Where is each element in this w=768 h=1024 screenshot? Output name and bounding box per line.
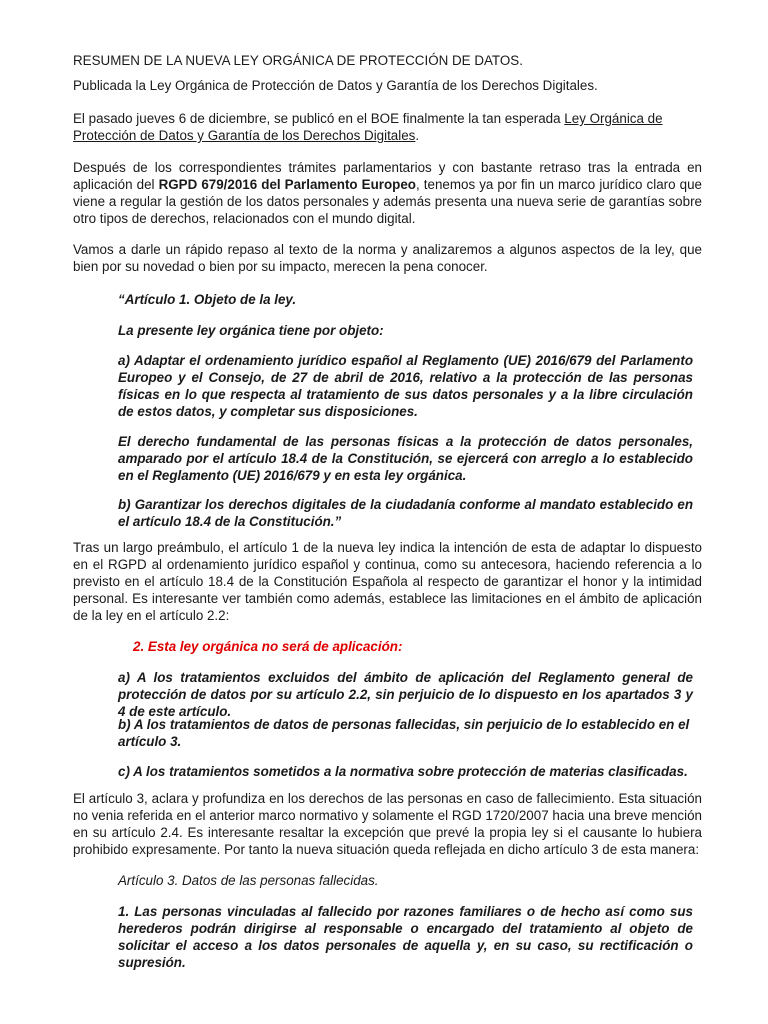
article1-item-b: b) Garantizar los derechos digitales de la ciudadanía conforme al mandato establecido en el artículo 18.4 de la Constitución.” — [118, 497, 693, 529]
paragraph-overview: Vamos a darle un rápido repaso al texto de la norma y analizaremos a algunos aspectos de la ley, que bien por su novedad o bien por su impacto, merecen la pena conocer. — [73, 242, 702, 274]
article1-fundamental-right: El derecho fundamental de las personas físicas a la protección de datos personales, amparado por el artículo 18.4 de la Constitución, se ejercerá con arreglo a lo establecido en el Reglamento (UE) 2016/679 y en esta ley orgánica. — [118, 434, 693, 483]
article1-heading: “Artículo 1. Objeto de la ley. — [118, 292, 297, 307]
article2-item-b: b) A los tratamientos de datos de personas fallecidas, sin perjuicio de lo establecido en el artículo 3. — [118, 717, 690, 749]
paragraph-background — [73, 159, 702, 227]
paragraph-background-before: Después de los correspondientes trámites parlamentarios y con bastante retraso tras la entrada en aplicación del — [73, 160, 702, 192]
intro-text-before: El pasado jueves 6 de diciembre, se publicó en el BOE finalmente la tan esperada — [73, 111, 565, 126]
document-title: RESUMEN DE LA NUEVA LEY ORGÁNICA DE PROTECCIÓN DE DATOS. — [73, 53, 523, 68]
article2-heading: 2. Esta ley orgánica no será de aplicación: — [133, 639, 403, 654]
law-link[interactable]: Ley Orgánica de Protección de Datos y Garantía de los Derechos Digitales — [73, 111, 663, 143]
article1-lead: La presente ley orgánica tiene por objeto: — [118, 323, 384, 338]
intro-paragraph — [73, 110, 702, 144]
paragraph-background-after: , tenemos ya por fin un marco jurídico claro que viene a regular la gestión de los datos personales y además presenta una nueva serie de garantías sobre otro tipos de derechos, relacionados con el mundo digital. — [73, 177, 702, 226]
article3-item-1: 1. Las personas vinculadas al fallecido por razones familiares o de hecho así como sus herederos podrán dirigirse al responsable o encargado del tratamiento al objeto de solicitar el acceso a los datos personales de aquella y, en su caso, su rectificación o supresión. — [118, 904, 693, 970]
document-subtitle: Publicada la Ley Orgánica de Protección de Datos y Garantía de los Derechos Digitales. — [73, 78, 598, 93]
article2-item-c: c) A los tratamientos sometidos a la normativa sobre protección de materias clasificadas. — [118, 764, 688, 779]
article1-item-a: a) Adaptar el ordenamiento jurídico español al Reglamento (UE) 2016/679 del Parlamento Europeo y el Consejo, de 27 de abril de 2016, relativo a la protección de las personas físicas en lo que respecta al tratamiento de sus datos personales y a la libre circulación de estos datos, y completar sus disposiciones. — [118, 353, 693, 419]
paragraph-article3-commentary: El artículo 3, aclara y profundiza en los derechos de las personas en caso de fallecimiento. Esta situación no venia referida en el anterior marco normativo y solamente el RGD 1720/2007 hacia una breve mención en su artículo 2.4. Es interesante resaltar la excepción que prevé la propia ley si el causante lo hubiera prohibido expresamente. Por tanto la nueva situación queda reflejada en dicho artículo 3 de esta manera: — [73, 791, 702, 857]
paragraph-article1-commentary: Tras un largo preámbulo, el artículo 1 de la nueva ley indica la intención de esta de adaptar lo dispuesto en el RGPD al ordenamiento jurídico español y continua, como su antecesora, haciendo referencia a lo previsto en el artículo 18.4 de la Constitución Española al respecto de garantizar el honor y la intimidad personal. Es interesante ver también como además, establece las limitaciones en el ámbito de aplicación de la ley en el artículo 2.2: — [73, 540, 702, 623]
article2-item-a: a) A los tratamientos excluidos del ámbito de aplicación del Reglamento general de protección de datos por su artículo 2.2, sin perjuicio de lo dispuesto en los apartados 3 y 4 de este artículo. — [118, 670, 693, 719]
rgpd-reference: RGPD 679/2016 del Parlamento Europeo — [158, 177, 416, 192]
intro-text-after: . — [415, 128, 420, 143]
article3-heading: Artículo 3. Datos de las personas fallecidas. — [118, 873, 379, 888]
